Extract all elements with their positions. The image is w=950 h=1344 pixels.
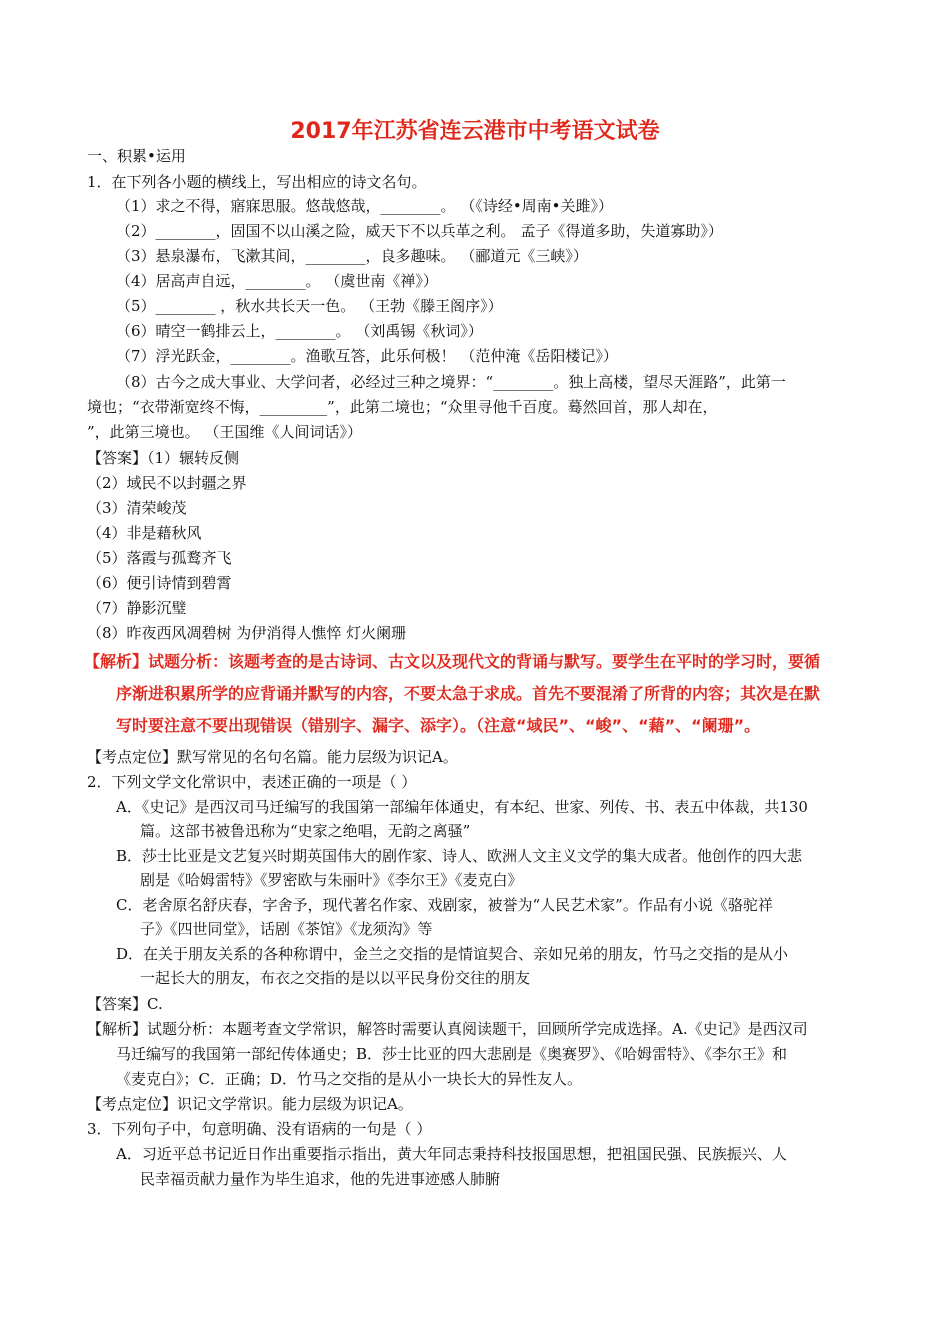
question-1-item: （6）晴空一鹤排云上，________。 （刘禹锡《秋词》） [116, 322, 483, 340]
answer-line: 【答案】（1）辗转反侧 [87, 449, 240, 467]
analysis-line: 【解析】试题分析：该题考查的是古诗词、古文以及现代文的背诵与默写。要学生在平时的学习时，要循 [84, 652, 821, 671]
answer-line: （7）静影沉璧 [87, 599, 187, 617]
question-1-item: （5）________ ，秋水共长天一色。 （王勃《滕王阁序》） [116, 297, 503, 315]
section-heading: 一、积累•运用 [87, 147, 186, 165]
answer-line: （4）非是藉秋风 [87, 524, 202, 542]
exam-point: 【考点定位】默写常见的名句名篇。能力层级为识记A。 [87, 748, 458, 766]
answer-line: （8）昨夜西风凋碧树 为伊消得人憔悴 灯火阑珊 [87, 624, 407, 642]
question-2-option: C．老舍原名舒庆春，字舍予，现代著名作家、戏剧家，被誉为“人民艺术家”。作品有小说《骆驼祥 [116, 896, 773, 914]
question-2-option: A．《史记》是西汉司马迁编写的我国第一部编年体通史，有本纪、世家、列传、书、表五中体裁，共130 [116, 798, 808, 816]
analysis-line: 【解析】试题分析：本题考查文学常识，解答时需要认真阅读题干，回顾所学完成选择。A.《史记》是西汉司 [87, 1020, 808, 1038]
answer-line: 【答案】C. [87, 995, 163, 1013]
analysis-line: 序渐进积累所学的应背诵并默写的内容，不要太急于求成。首先不要混淆了所背的内容；其次是在默 [116, 684, 821, 703]
answer-line: （6）便引诗情到碧霄 [87, 574, 232, 592]
question-1-item: （2）________，固国不以山溪之险，威天下不以兵革之利。 孟子《得道多助，失道寡助》） [116, 222, 723, 240]
analysis-line: 《麦克白》；C．正确；D．竹马之交指的是从小一块长大的异性友人。 [116, 1070, 583, 1088]
answer-line: （3）清荣峻茂 [87, 499, 187, 517]
question-2-option: B．莎士比亚是文艺复兴时期英国伟大的剧作家、诗人、欧洲人文主义文学的集大成者。他创作的四大悲 [116, 847, 803, 865]
question-3-option: A．习近平总书记近日作出重要指示指出，黄大年同志秉持科技报国思想，把祖国民强、民族振兴、人 [116, 1145, 787, 1163]
question-1-item-8: 境也；“衣带渐宽终不悔，_________”，此第二境也；“众里寻他千百度。蓦然回首，那人却在， [87, 398, 718, 416]
question-3-option: 民幸福贡献力量作为毕生追求，他的先进事迹感人肺腑 [140, 1170, 501, 1188]
question-1-item: （1）求之不得，寤寐思服。悠哉悠哉，________。 （《诗经•周南•关雎》） [116, 197, 614, 215]
analysis-line: 马迁编写的我国第一部纪传体通史；B．莎士比亚的四大悲剧是《奥赛罗》、《哈姆雷特》、《李尔王》和 [116, 1045, 788, 1063]
question-2-option: 子》《四世同堂》，话剧《茶馆》《龙须沟》等 [140, 920, 433, 938]
question-1-item: （4）居高声自远，________。 （虞世南《禅》） [116, 272, 438, 290]
exam-point: 【考点定位】识记文学常识。能力层级为识记A。 [87, 1095, 413, 1113]
analysis-line: 写时要注意不要出现错误（错别字、漏字、添字）。（注意“域民”、“峻”、“藉”、“阑珊”。 [116, 716, 761, 735]
question-2-option: D．在关于朋友关系的各种称谓中，金兰之交指的是情谊契合、亲如兄弟的朋友，竹马之交指的是从小 [116, 945, 789, 963]
question-3-stem: 3．下列句子中，句意明确、没有语病的一句是（ ） [87, 1120, 432, 1138]
question-1-stem: 1．在下列各小题的横线上，写出相应的诗文名句。 [87, 173, 427, 191]
question-2-option: 剧是《哈姆雷特》《罗密欧与朱丽叶》《李尔王》《麦克白》 [140, 871, 523, 889]
question-1-item: （7）浮光跃金，________。渔歌互答，此乐何极！ （范仲淹《岳阳楼记》） [116, 347, 618, 365]
question-2-stem: 2．下列文学文化常识中，表述正确的一项是（ ） [87, 773, 417, 791]
question-1-item-8: ”，此第三境也。 （王国维《人间词话》） [87, 423, 362, 441]
question-2-option: 一起长大的朋友，布衣之交指的是以以平民身份交往的朋友 [140, 969, 531, 987]
answer-line: （2）域民不以封疆之界 [87, 474, 247, 492]
question-1-item: （3）悬泉瀑布，飞漱其间，________，良多趣味。 （郦道元《三峡》） [116, 247, 588, 265]
question-1-item-8: （8）古今之成大事业、大学问者，必经过三种之境界：“________。独上高楼，望尽天涯路”，此第一 [116, 373, 786, 391]
page-title: 2017年江苏省连云港市中考语文试卷 [290, 119, 660, 144]
answer-line: （5）落霞与孤鹜齐飞 [87, 549, 232, 567]
question-2-option: 篇。这部书被鲁迅称为“史家之绝唱，无韵之离骚” [140, 822, 471, 840]
